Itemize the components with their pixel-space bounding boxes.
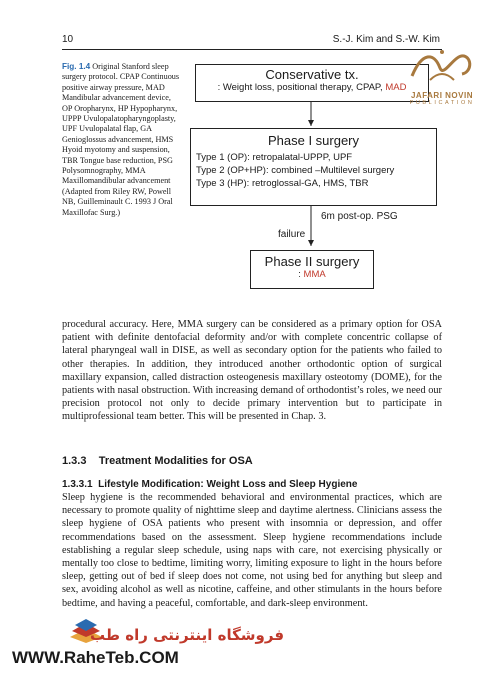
section-heading	[62, 455, 253, 467]
phase1-line-1: Type 1 (OP): retropalatal-UPPP, UPF	[196, 152, 353, 163]
running-head: S.-J. Kim and S.-W. Kim	[332, 34, 440, 45]
publisher-logo	[394, 46, 490, 106]
subsection-title: Lifestyle Modification: Weight Loss and Sleep Hygiene	[98, 479, 358, 490]
phase2-detail-text: :	[298, 269, 304, 280]
paragraph-1: procedural accuracy. Here, MMA surgery can be considered as a primary option for OSA patient with definite dentofacial deformity and/or with complete concentric collapse of lateral pharyngeal wall in DISE, as well as secondary option for the patients who failed to other therapies. In addition, they introduced another orthodontic option of surgical maxillary expansion, called distraction osteogenesis maxillary osteotomy (DOME), for the patients with nasal obstruction. With increasing demand of orthodontist’s roles, we need our precision protocol not only to decide primary intervention but to participate in multiprofessional team better. This will be presented in Chap. 3.	[62, 319, 442, 423]
subsection-heading	[62, 479, 357, 490]
figure-caption-text: Original Stanford sleep surgery protocol. CPAP Continuous positive airway pressure, MAD Mandibular advancement device, OP Oropharynx, HP Hypopharynx, UPPP Uvulopalatopharyngoplasty, UPF Uvulopalatal flap, GA Genioglossus advancement, HMS Hyoid myotomy and suspension, TBR Tongue base reduction, PSG Polysomnography, MMA Maxillomandibular advancement (Adapted from Riley RW, Powell NB, Guilleminault C. 1993 J Oral Maxillofac Surg.)	[62, 62, 180, 217]
section-number: 1.3.3	[62, 455, 87, 467]
subsection-number: 1.3.3.1	[62, 479, 93, 490]
conservative-detail-text: : Weight loss, positional therapy, CPAP,	[217, 82, 386, 93]
logo-brand-text: JAFARI NOVIN	[410, 91, 473, 100]
postop-label: 6m post-op. PSG	[321, 211, 398, 222]
section-title: Treatment Modalities for OSA	[98, 455, 253, 467]
failure-label: failure	[278, 229, 306, 240]
conservative-title: Conservative tx.	[265, 67, 359, 82]
publisher-logo-icon	[402, 46, 482, 86]
page-number: 10	[62, 34, 74, 45]
conservative-detail-red: MAD	[385, 82, 407, 93]
store-url[interactable]: WWW.RaheTeb.COM	[12, 648, 179, 667]
phase2-title: Phase II surgery	[264, 254, 360, 269]
logo-sub-text: PUBLICATION	[409, 100, 475, 106]
phase2-detail	[251, 269, 373, 280]
paragraph-2: Sleep hygiene is the recommended behavioral and environmental practices, which are necessary to promote quality of nighttime sleep and daytime alertness. Clinicians assess the sleep hygiene of OSA patients who present with insomnia or depression, and offer recommendations based on the assessment. Sleep hygiene recommendations include establishing a regular sleep schedule, using naps with care, not exercising physically or mentally too close to bedtime, limiting worry, limiting exposure to light in the hours before sleep, getting out of bed if sleep does not come, not using bed for anything but sleep and sex, avoiding alcohol as well as nicotine, caffeine, and other stimulants in the hours before bedtime, and having a peaceful, comfortable, and dark-sleep environment.	[62, 492, 442, 609]
phase1-box	[190, 128, 437, 206]
flowchart	[0, 0, 500, 300]
phase1-line-3: Type 3 (HP): retroglossal-GA, HMS, TBR	[196, 178, 369, 189]
phase1-line-2: Type 2 (OP+HP): combined –Multilevel surgery	[196, 165, 395, 176]
phase1-title: Phase I surgery	[267, 133, 360, 148]
store-persian-name: فروشگاه اینترنتی راه طب	[90, 626, 285, 644]
figure-label: Fig. 1.4	[62, 62, 91, 71]
phase2-box	[250, 250, 374, 289]
phase2-detail-red: MMA	[303, 269, 326, 280]
